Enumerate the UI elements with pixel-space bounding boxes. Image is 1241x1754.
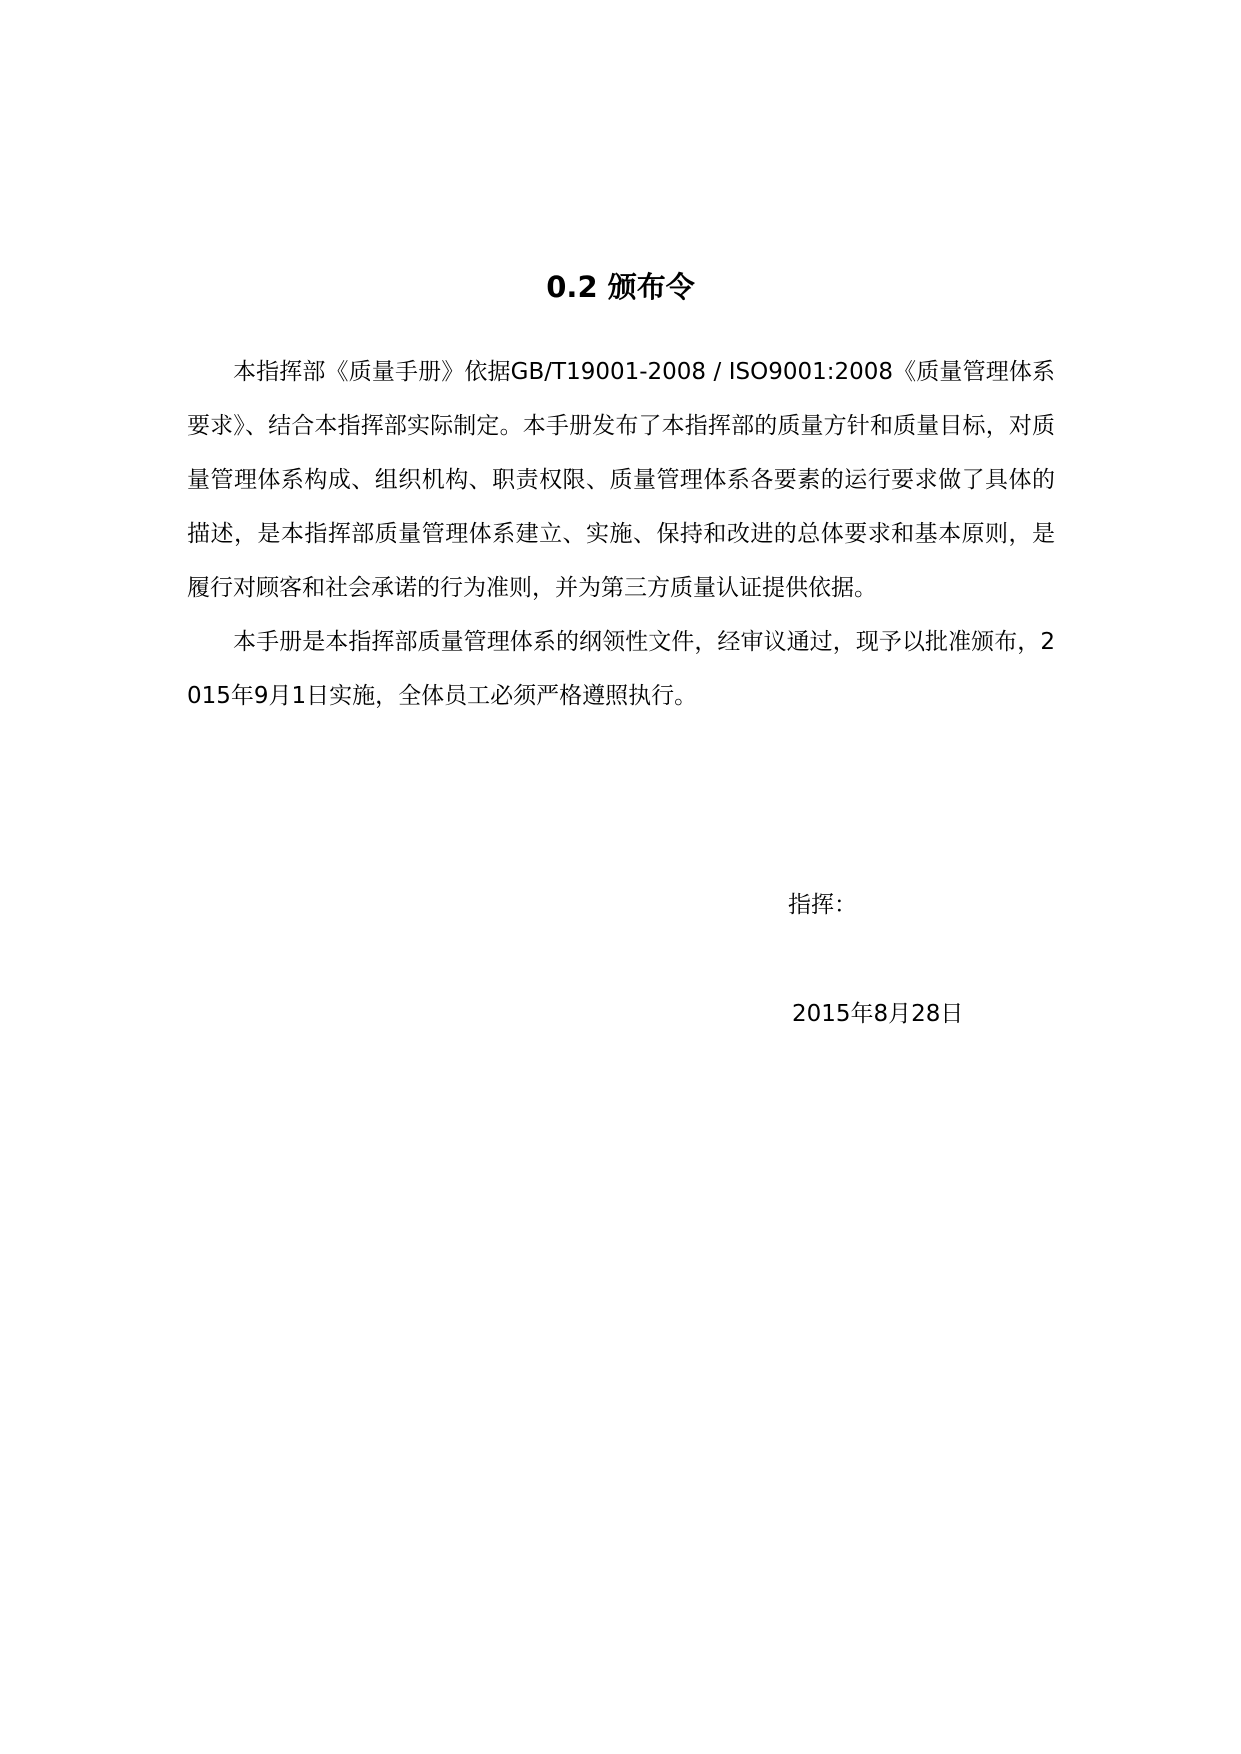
paragraph-1: 本指挥部《质量手册》依据GB/T19001-2008 / ISO9001:2008《质量管理体系 要求》、结合本指挥部实际制定。本手册发布了本指挥部的质量方针和质量目标，对质量管理体系构成、组织机构、职责权限、质量管理体系各要素的运行要求做了具体的描述，是本指挥部质量管理体系建立、实施、保持和改进的总体要求和基本原则，是履行对顾客和社会承诺的行为准则，并为第三方质量认证提供依据。 [187,359,1078,601]
page-title: 0.2 颁布令 [546,270,695,304]
body-text [187,345,1078,723]
signature-label: 指挥： [788,892,857,918]
paragraph-2: 本手册是本指挥部质量管理体系的纲领性文件，经审议通过，现予以批准颁布，2015年9月1日实施，全体员工必须严格遵照执行。 [187,629,1055,709]
issue-date: 2015年8月28日 [792,1001,964,1027]
